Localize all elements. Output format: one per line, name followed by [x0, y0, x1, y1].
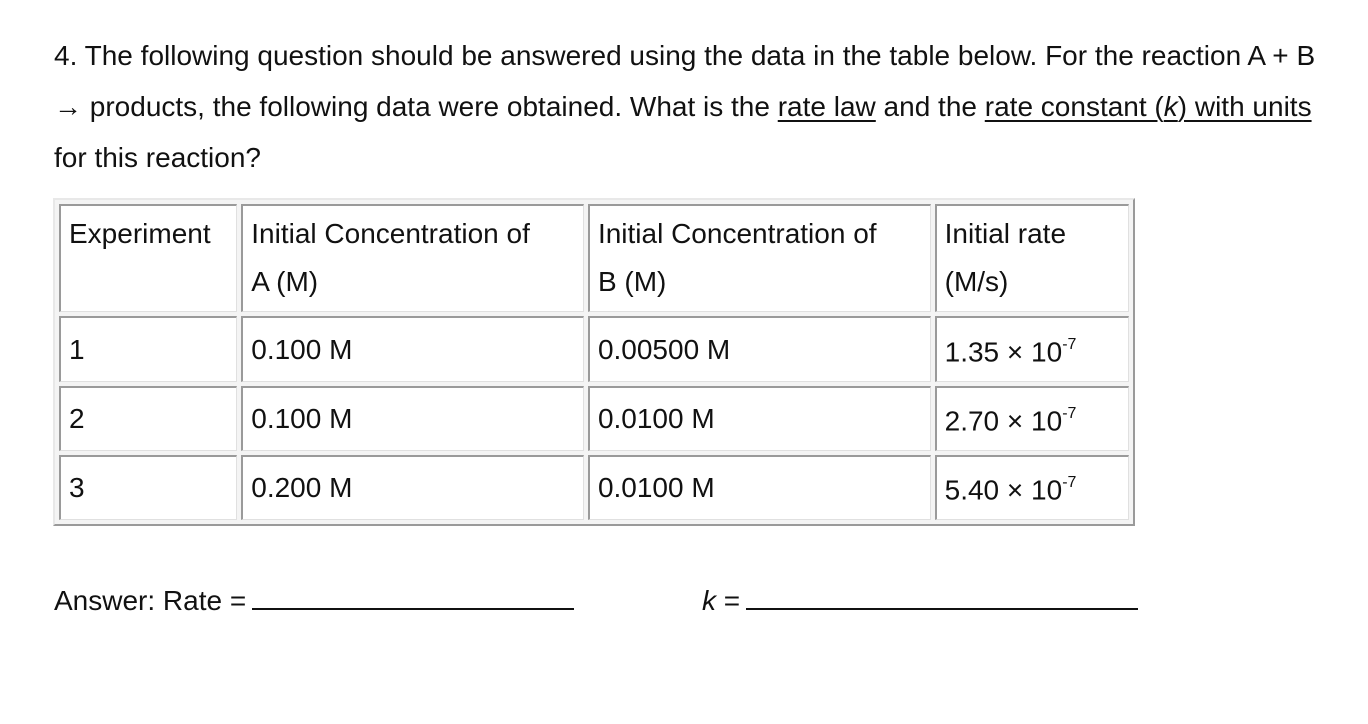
header-conc-a-line2: A (M) [251, 266, 319, 297]
table-header-row [59, 204, 1129, 312]
table-row [59, 386, 1129, 451]
question-body-2: and the [875, 91, 985, 122]
question-number: 4. [54, 40, 78, 71]
header-conc-a-line1: Initial Concentration of [251, 218, 530, 249]
rate-exponent: -7 [1062, 474, 1077, 492]
header-rate [935, 204, 1129, 312]
rate-exponent: -7 [1062, 405, 1077, 423]
rate-constant-phrase [985, 91, 1312, 122]
rate-mantissa: 5.40 × 10 [944, 474, 1063, 506]
header-rate-line1: Initial rate [944, 218, 1067, 249]
data-table-frame [53, 198, 1135, 526]
rate-mantissa: 2.70 × 10 [944, 405, 1063, 437]
answer-k [702, 578, 1138, 623]
question-body-3: for this reaction? [54, 142, 261, 173]
k-equals: = [716, 585, 741, 616]
header-conc-b [588, 204, 931, 312]
table-row [59, 316, 1129, 381]
rate-law-phrase: rate law [777, 91, 876, 122]
k-answer-blank[interactable] [746, 578, 1138, 610]
header-conc-a [241, 204, 584, 312]
rate-constant-pre: rate constant ( [984, 91, 1164, 122]
rate-mantissa: 1.35 × 10 [944, 336, 1063, 368]
cell-conc-b: 0.0100 M [588, 386, 931, 451]
table-row [59, 455, 1129, 520]
question-text [54, 30, 1344, 183]
header-experiment [59, 204, 237, 312]
answer-label: Answer: Rate = [54, 585, 247, 616]
cell-rate [935, 316, 1129, 381]
cell-conc-b: 0.00500 M [588, 316, 931, 381]
cell-conc-a: 0.200 M [241, 455, 584, 520]
data-table [55, 200, 1133, 524]
header-experiment-label: Experiment [69, 218, 211, 249]
cell-experiment: 1 [59, 316, 237, 381]
cell-rate [935, 386, 1129, 451]
question-body-1: The following question should be answered using the data in the table below. For the reaction A + B → products, the following data were obtained. What is the [54, 40, 1316, 122]
cell-experiment: 2 [59, 386, 237, 451]
rate-exponent: -7 [1062, 335, 1077, 353]
header-conc-b-line1: Initial Concentration of [597, 218, 877, 249]
answer-rate [54, 578, 574, 623]
header-rate-line2: (M/s) [944, 266, 1009, 297]
header-conc-b-line2: B (M) [597, 266, 667, 297]
rate-answer-blank[interactable] [252, 578, 574, 610]
cell-conc-a: 0.100 M [241, 386, 584, 451]
cell-conc-b: 0.0100 M [588, 455, 931, 520]
k-symbol: k [702, 585, 716, 616]
cell-conc-a: 0.100 M [241, 316, 584, 381]
cell-experiment: 3 [59, 455, 237, 520]
rate-constant-post: ) with units [1177, 91, 1312, 122]
rate-constant-k: k [1163, 91, 1178, 122]
cell-rate [935, 455, 1129, 520]
